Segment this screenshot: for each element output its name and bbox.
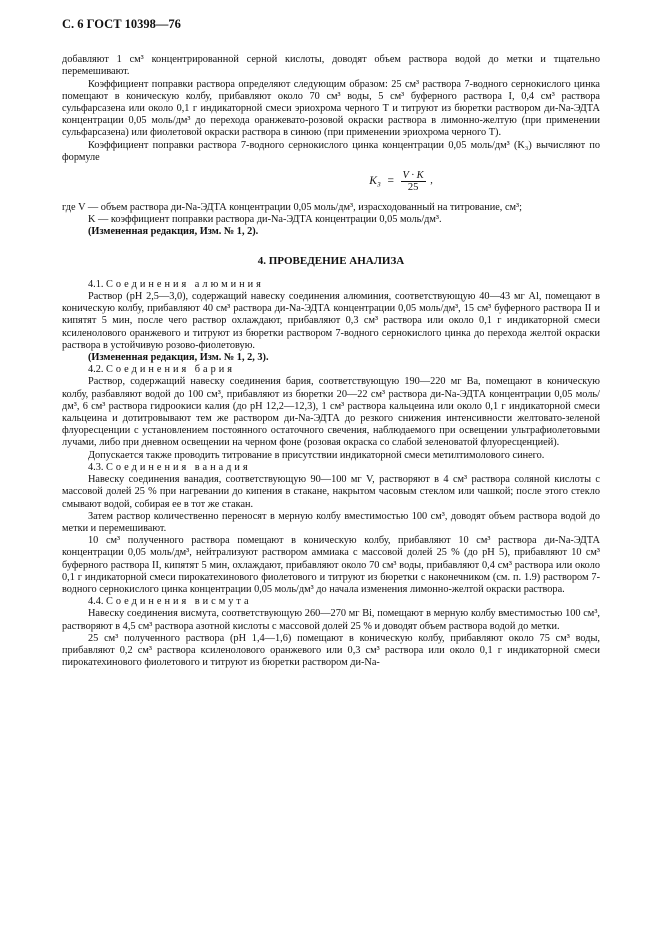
definition-k: K — коэффициент поправки раствора ди-Na-ЭДТА концентрации 0,05 моль/дм³. xyxy=(88,214,442,226)
formula-numerator: V · K xyxy=(402,170,424,182)
subsection-number: 4.3. xyxy=(88,461,104,473)
subsection-number: 4.4. xyxy=(88,596,104,608)
paragraph: Навеску соединения висмута, соответствующую 260—270 мг Bi, помещают в мерную колбу вместимостью 100 см³, растворяют в 4,5 см³ раствора азотной кислоты с массовой долей 25 % и доводят объем раствора водой до метки. xyxy=(62,608,600,632)
paragraph: Допускается также проводить титрование в присутствии индикаторной смеси метилтимолового синего. xyxy=(88,449,545,461)
section-title: 4. ПРОВЕДЕНИЕ АНАЛИЗА xyxy=(257,254,405,267)
paragraph: Затем раствор количественно переносят в мерную колбу вместимостью 100 см³, доводят объем раствора водой до метки и перемешивают. xyxy=(62,510,600,534)
subsection-heading xyxy=(62,462,600,474)
subsection-heading xyxy=(62,364,600,376)
paragraph: Раствор, содержащий навеску соединения бария, соответствующую 190—220 мг Ba, помещают в коническую колбу, разбавляют водой до 100 см³, прибавляют из бюретки 20—22 см³ раствора ди-Na-ЭДТА концентрации 0,05 моль/дм³, 6 см³ раствора гидроокиси калия (до pH 12,2—12,3), 1 см³ раствора кальцеина или около 0,1 г индикаторной смеси кальцеина и дотитровывают тем же раствором ди-Na-ЭДТА до резкого снижения интенсивности желтовато-зеленой флуоресценции с установлением постоянного остаточного свечения, наблюдаемого при освещении ультрафиолетовыми лучами, либо при дневном освещении на черном фоне (розовая окраска со слабой зеленоватой флуоресценцией). xyxy=(62,376,600,449)
paragraph: Навеску соединения ванадия, соответствующую 90—100 мг V, растворяют в 4 см³ раствора соляной кислоты с массовой долей 25 % при нагревании до кипения в стакане, накрытом часовым стеклом или чашкой; после этого стекло смывают водой, собирая ее в тот же стакан. xyxy=(62,474,600,510)
paragraph: 25 см³ полученного раствора (pH 1,4—1,6) помещают в коническую колбу, прибавляют около 75 см³ воды, прибавляют 0,2 см³ раствора ксиленолового оранжевого или 0,3 см³ раствора или около 0,1 г индикаторной смеси пирокатехинового фиолетового и титруют из бюретки раствором ди-Na- xyxy=(62,632,600,669)
formula-k3 xyxy=(202,170,600,196)
subsection-number: 4.1. xyxy=(88,278,104,290)
edition-note: (Измененная редакция, Изм. № 1, 2). xyxy=(88,226,259,238)
definition-v: где V — объем раствора ди-Na-ЭДТА концентрации 0,05 моль/дм³, израсходованный на титрование, см³; xyxy=(62,202,522,214)
formula-lhs: K₃ xyxy=(369,175,381,188)
formula-comma: , xyxy=(430,175,433,187)
subsection-name: Соединения бария xyxy=(106,364,235,376)
paragraph: Раствор (pH 2,5—3,0), содержащий навеску соединения алюминия, соответствующую 40—43 мг Al, помещают в коническую колбу, прибавляют 40 см³ раствора ди-Na-ЭДТА концентрации 0,05 моль/дм³, 15 см³ буферного раствора II и кипятят 5 мин, после чего раствор охлаждают, прибавляют 0,3 см³ раствора или около 0,1 г индикаторной смеси ксиленолового оранжевого и титруют из бюретки раствором 7-водного сернокислого цинка до перехода желтой окраски раствора в устойчивую розово-фиолетовую. xyxy=(62,291,600,351)
paragraph: Коэффициент поправки раствора определяют следующим образом: 25 см³ раствора 7-водного сернокислого цинка помещают в коническую колбу, прибавляют около 70 см³ воды, 5 см³ буферного раствора I, 0,4 см³ раствора сульфарсазена или около 0,1 г индикаторной смеси эриохрома черного Т и титруют из бюретки раствором ди-Na-ЭДТА концентрации 0,05 моль/дм³ до перехода оранжевато-розовой окраски раствора в лимонно-желтую (при применении сульфарсазена) или фиолетовой окраски раствора в синюю (при применении эриохрома черного Т). xyxy=(62,78,600,139)
subsection-name: Соединения алюминия xyxy=(106,278,264,290)
paragraph: Коэффициент поправки раствора 7-водного сернокислого цинка концентрации 0,05 моль/дм³ (K₃) вычисляют по формуле xyxy=(62,139,600,163)
subsection-name: Соединения висмута xyxy=(106,596,252,608)
subsection-name: Соединения ванадия xyxy=(106,461,251,473)
subsection-heading xyxy=(62,596,600,608)
formula-denominator: 25 xyxy=(407,182,419,194)
formula-equals: = xyxy=(387,175,394,188)
paragraph: добавляют 1 см³ концентрированной серной кислоты, доводят объем раствора водой до метки и тщательно перемешивают. xyxy=(62,54,600,78)
document-page xyxy=(62,18,600,669)
running-head: С. 6 ГОСТ 10398—76 xyxy=(62,17,181,31)
subsection-heading xyxy=(62,279,600,291)
formula-fraction xyxy=(401,170,426,193)
subsection-number: 4.2. xyxy=(88,364,104,376)
edition-note: (Измененная редакция, Изм. № 1, 2, 3). xyxy=(88,352,269,364)
paragraph: 10 см³ полученного раствора помещают в коническую колбу, прибавляют 10 см³ раствора ди-Na-ЭДТА концентрации 0,05 моль/дм³, нейтрализуют раствором аммиака с массовой долей 25 % (до pH 5), прибавляют 10 см³ буферного раствора II, кипятят 5 мин, охлаждают, прибавляют около 70 см³ воды, прибавляют 0,4 см³ раствора или около 0,1 г индикаторной смеси пирокатехинового фиолетового и титруют из бюретки с наконечником (см. п. 1.9) раствором 7-водного сернокислого цинка концентрации 0,05 моль/дм³ до начала изменения лимонно-желтой окраски раствора. xyxy=(62,535,600,595)
